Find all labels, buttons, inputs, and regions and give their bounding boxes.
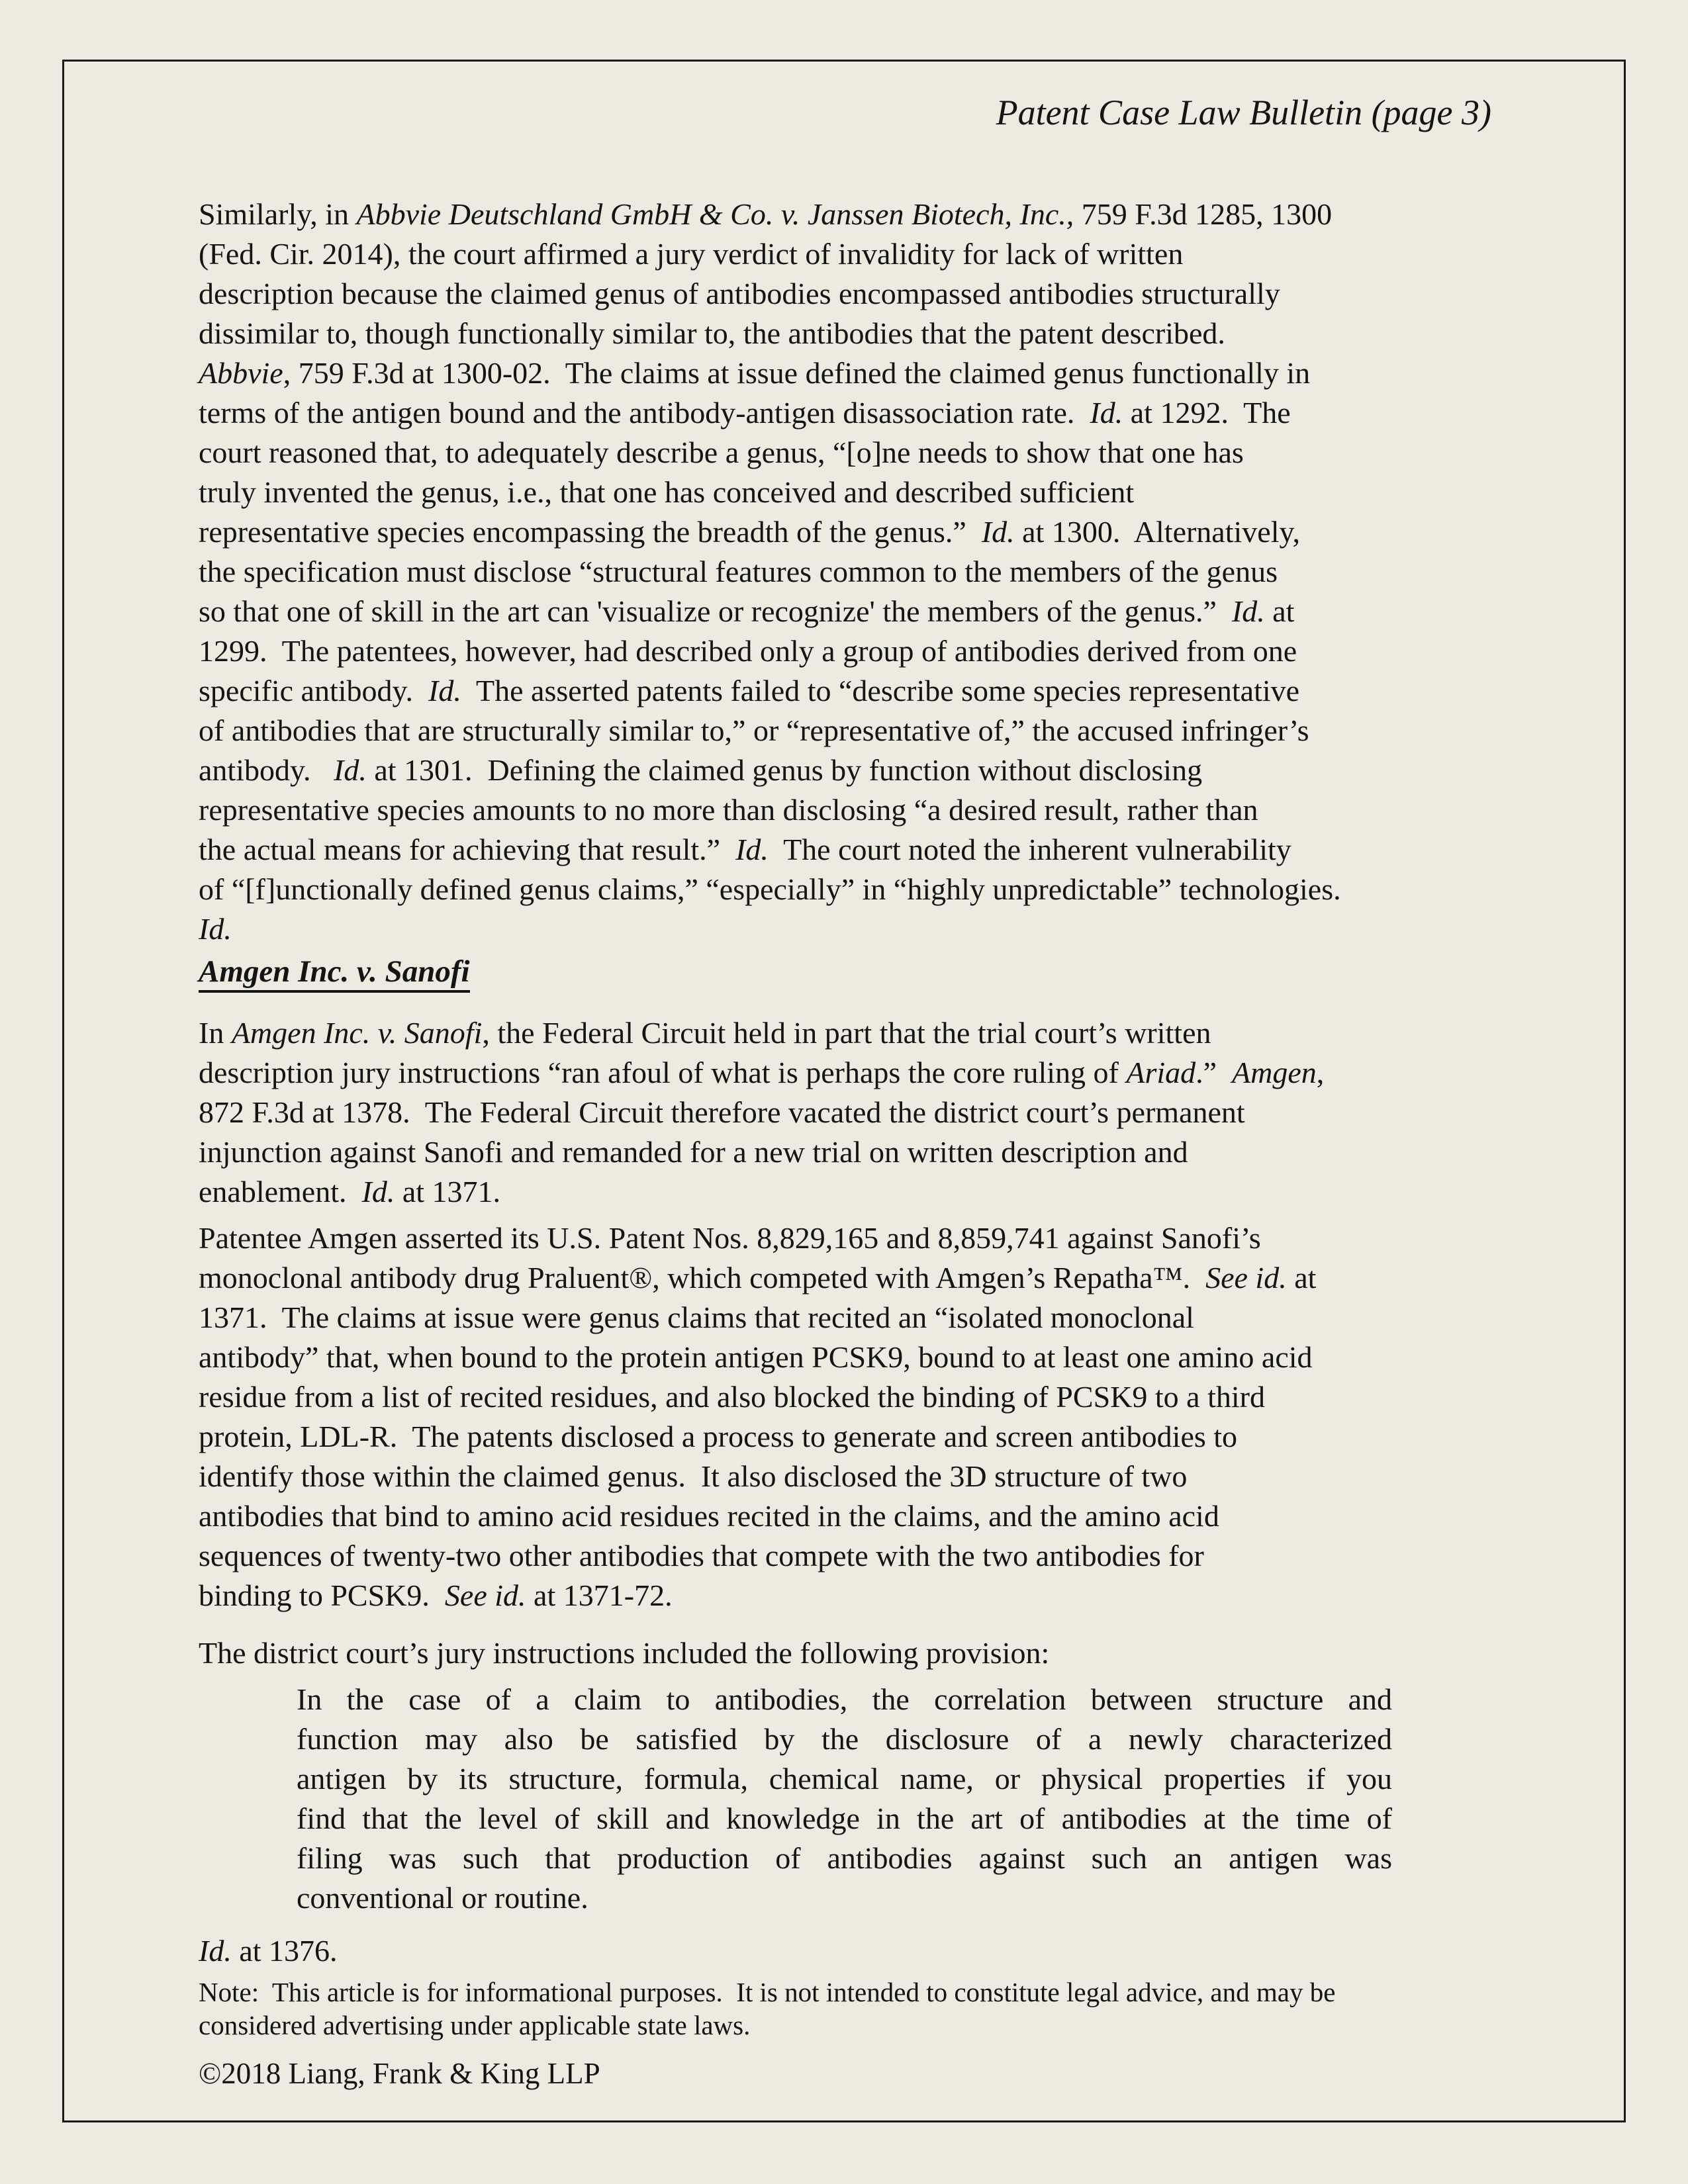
text-line: representative species amounts to no more than disclosing “a desired result, rather than: [199, 793, 1258, 827]
text-line: filing was such that production of antibodies against such an antigen was: [297, 1841, 1392, 1875]
text-line: antibodies that bind to amino acid residues recited in the claims, and the amino acid: [199, 1499, 1219, 1533]
jury-instruction-blockquote: [297, 1680, 1392, 1918]
text-line: 1371. The claims at issue were genus claims that recited an “isolated monoclonal: [199, 1300, 1194, 1334]
text-line: antigen by its structure, formula, chemical name, or physical properties if you: [297, 1762, 1392, 1796]
text-line: 1299. The patentees, however, had described only a group of antibodies derived from one: [199, 634, 1297, 668]
text-line: the specification must disclose “structural features common to the members of the genus: [199, 555, 1278, 588]
text-line: considered advertising under applicable state laws.: [199, 2010, 751, 2040]
text-line: dissimilar to, though functionally similar to, the antibodies that the patent described.: [199, 316, 1225, 350]
text-line: antibody” that, when bound to the protein antigen PCSK9, bound to at least one amino acid: [199, 1340, 1313, 1374]
disclaimer-note: [199, 1976, 1491, 2042]
text-line: court reasoned that, to adequately describe a genus, “[o]ne needs to show that one has: [199, 435, 1244, 469]
text-line: of antibodies that are structurally similar to,” or “representative of,” the accused infringer’s: [199, 713, 1309, 747]
text-line: 872 F.3d at 1378. The Federal Circuit therefore vacated the district court’s permanent: [199, 1095, 1245, 1129]
paragraph-amgen-holding: [199, 1013, 1491, 1212]
copyright-line: ©2018 Liang, Frank & King LLP: [199, 2057, 600, 2090]
paragraph-patents-asserted: [199, 1218, 1491, 1615]
text-line: In the case of a claim to antibodies, the correlation between structure and: [297, 1682, 1392, 1716]
text-line: antibody. Id. at 1301. Defining the claimed genus by function without disclosing: [199, 753, 1203, 787]
text-line: residue from a list of recited residues, and also blocked the binding of PCSK9 to a third: [199, 1380, 1265, 1414]
text-line: truly invented the genus, i.e., that one has conceived and described sufficient: [199, 475, 1135, 509]
text-line: protein, LDL-R. The patents disclosed a process to generate and screen antibodies to: [199, 1420, 1238, 1453]
text-line: binding to PCSK9. See id. at 1371-72.: [199, 1578, 673, 1612]
text-line: so that one of skill in the art can 'visualize or recognize' the members of the genus.” Id. at: [199, 594, 1295, 628]
text-line: description because the claimed genus of antibodies encompassed antibodies structurally: [199, 277, 1280, 310]
text-line: (Fed. Cir. 2014), the court affirmed a jury verdict of invalidity for lack of written: [199, 237, 1184, 271]
paragraph-id-citation: [199, 1931, 1491, 1971]
text-line: injunction against Sanofi and remanded for a new trial on written description and: [199, 1135, 1188, 1169]
text-line: Similarly, in Abbvie Deutschland GmbH & Co. v. Janssen Biotech, Inc., 759 F.3d 1285, 1300: [199, 197, 1333, 231]
text-line: of “[f]unctionally defined genus claims,” “especially” in “highly unpredictable” technologies.: [199, 872, 1341, 906]
text-line: Patentee Amgen asserted its U.S. Patent Nos. 8,829,165 and 8,859,741 against Sanofi’s: [199, 1221, 1261, 1255]
paragraph-abbvie: [199, 195, 1491, 949]
section-heading-amgen-v-sanofi: [199, 952, 1491, 991]
text-line: terms of the antigen bound and the antibody-antigen disassociation rate. Id. at 1292. The: [199, 396, 1291, 430]
text-line: Note: This article is for informational purposes. It is not intended to constitute legal advice, and may be: [199, 1977, 1336, 2007]
page-content: [199, 0, 1491, 2092]
text-line: enablement. Id. at 1371.: [199, 1175, 501, 1208]
text-line: conventional or routine.: [297, 1881, 588, 1915]
text-line: description jury instructions “ran afoul of what is perhaps the core ruling of Ariad.” Amgen,: [199, 1056, 1325, 1089]
text-line: find that the level of skill and knowledge in the art of antibodies at the time of: [297, 1801, 1392, 1835]
text-line: Id.: [199, 912, 232, 946]
text-line: function may also be satisfied by the disclosure of a newly characterized: [297, 1722, 1392, 1756]
section-heading-text: Amgen Inc. v. Sanofi: [199, 954, 470, 993]
text-line: Abbvie, 759 F.3d at 1300-02. The claims at issue defined the claimed genus functionally in: [199, 356, 1311, 390]
text-line: the actual means for achieving that result.” Id. The court noted the inherent vulnerability: [199, 833, 1291, 866]
text-line: In Amgen Inc. v. Sanofi, the Federal Circuit held in part that the trial court’s written: [199, 1016, 1211, 1050]
text-line: Id. at 1376.: [199, 1934, 338, 1968]
text-line: monoclonal antibody drug Praluent®, which competed with Amgen’s Repatha™. See id. at: [199, 1261, 1317, 1295]
text-line: The district court’s jury instructions included the following provision:: [199, 1636, 1050, 1670]
text-line: representative species encompassing the breadth of the genus.” Id. at 1300. Alternatively,: [199, 515, 1300, 549]
paragraph-jury-instructions-intro: [199, 1633, 1491, 1673]
page-header: [199, 93, 1491, 132]
text-line: sequences of twenty-two other antibodies that compete with the two antibodies for: [199, 1539, 1204, 1572]
text-line: specific antibody. Id. The asserted patents failed to “describe some species representative: [199, 674, 1300, 707]
page-header-title: Patent Case Law Bulletin (page 3): [996, 93, 1491, 132]
text-line: identify those within the claimed genus. It also disclosed the 3D structure of two: [199, 1459, 1188, 1493]
